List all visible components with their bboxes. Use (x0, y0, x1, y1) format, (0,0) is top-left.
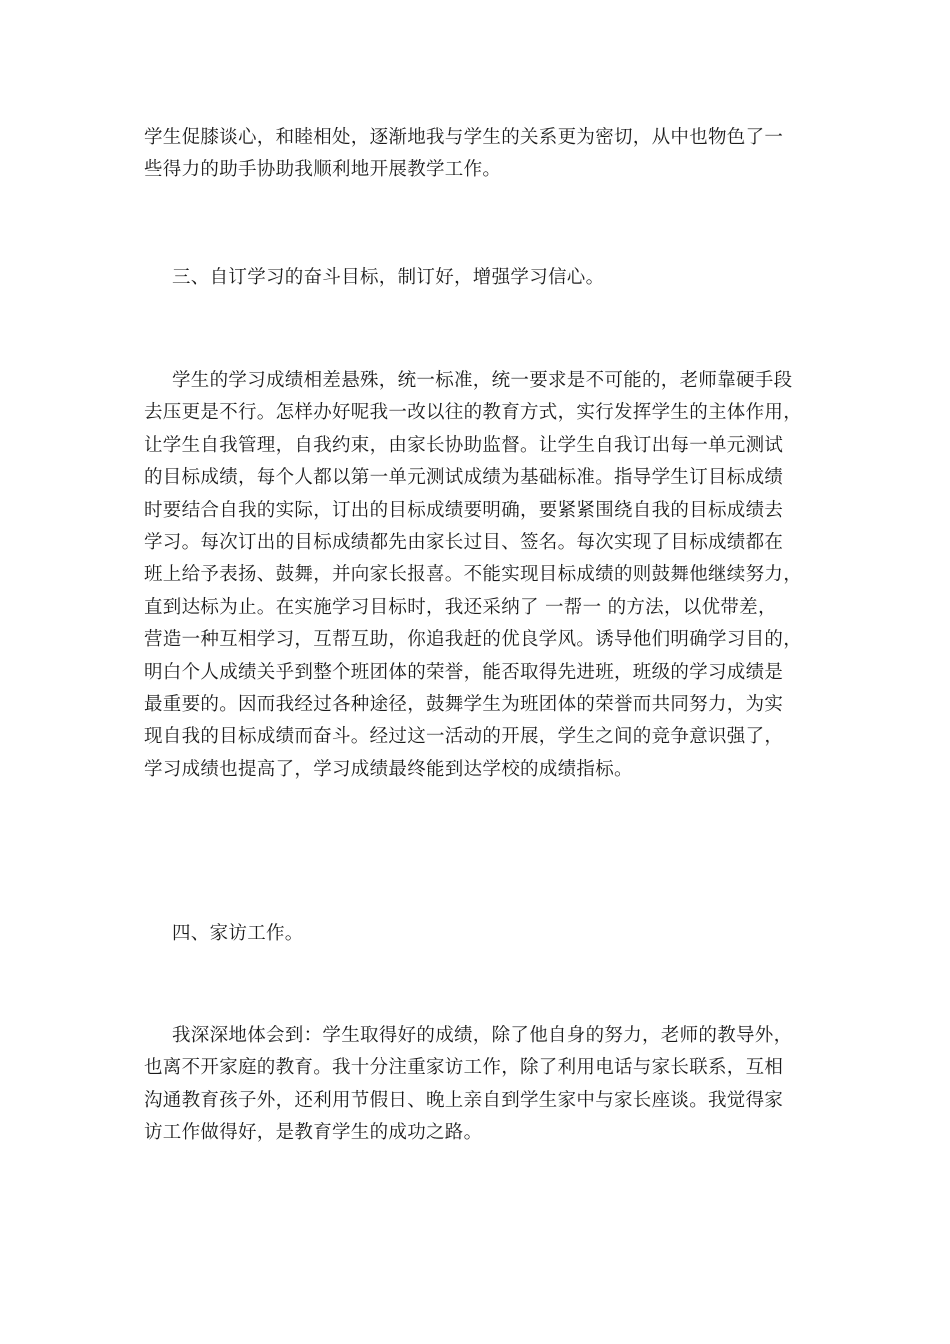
text-line: 班上给予表扬、鼓舞，并向家长报喜。不能实现目标成绩的则鼓舞他继续努力， (144, 564, 803, 586)
paragraph-intro (144, 122, 808, 187)
text-line: 的目标成绩，每个人都以第一单元测试成绩为基础标准。指导学生订目标成绩 (144, 467, 784, 489)
text-line: 最重要的。因而我经过各种途径，鼓舞学生为班团体的荣誉而共同努力，为实 (144, 694, 784, 716)
text-line: 去压更是不行。怎样办好呢我一改以往的教育方式，实行发挥学生的主体作用， (144, 402, 803, 424)
text-line: 学生的学习成绩相差悬殊，统一标准，统一要求是不可能的，老师靠硬手段 (172, 370, 793, 391)
text-line: 些得力的助手协助我顺利地开展教学工作。 (144, 159, 502, 181)
text-line: 学生促膝谈心，和睦相处，逐渐地我与学生的关系更为密切，从中也物色了一 (144, 127, 784, 148)
paragraph-home-visits (144, 1020, 808, 1150)
text-line: 学习成绩也提高了，学习成绩最终能到达学校的成绩指标。 (144, 758, 633, 780)
section-heading-3: 三、自订学习的奋斗目标，制订好，增强学习信心。 (172, 267, 605, 288)
text-line: 时要结合自我的实际，订出的目标成绩要明确，要紧紧围绕自我的目标成绩去 (144, 499, 784, 521)
text-line: 直到达标为止。在实施学习目标时，我还采纳了 一帮一 的方法，以优带差， (144, 596, 777, 618)
text-line: 让学生自我管理，自我约束，由家长协助监督。让学生自我订出每一单元测试 (144, 434, 784, 456)
text-line: 访工作做得好，是教育学生的成功之路。 (144, 1122, 483, 1144)
section-heading-4: 四、家访工作。 (172, 923, 304, 944)
text-line: 现自我的目标成绩而奋斗。经过这一活动的开展，学生之间的竞争意识强了， (144, 726, 784, 748)
text-line: 我深深地体会到：学生取得好的成绩，除了他自身的努力，老师的教导外， (172, 1025, 793, 1046)
text-line: 也离不开家庭的教育。我十分注重家访工作，除了利用电话与家长联系，互相 (144, 1057, 784, 1079)
text-line: 沟通教育孩子外，还利用节假日、晚上亲自到学生家中与家长座谈。我觉得家 (144, 1089, 784, 1111)
text-line: 明白个人成绩关乎到整个班团体的荣誉，能否取得先进班，班级的学习成绩是 (144, 661, 784, 683)
paragraph-goals (144, 365, 808, 786)
text-line: 营造一种互相学习，互帮互助，你追我赶的优良学风。诱导他们明确学习目的， (144, 629, 803, 651)
text-line: 学习。每次订出的目标成绩都先由家长过目、签名。每次实现了目标成绩都在 (144, 532, 784, 554)
